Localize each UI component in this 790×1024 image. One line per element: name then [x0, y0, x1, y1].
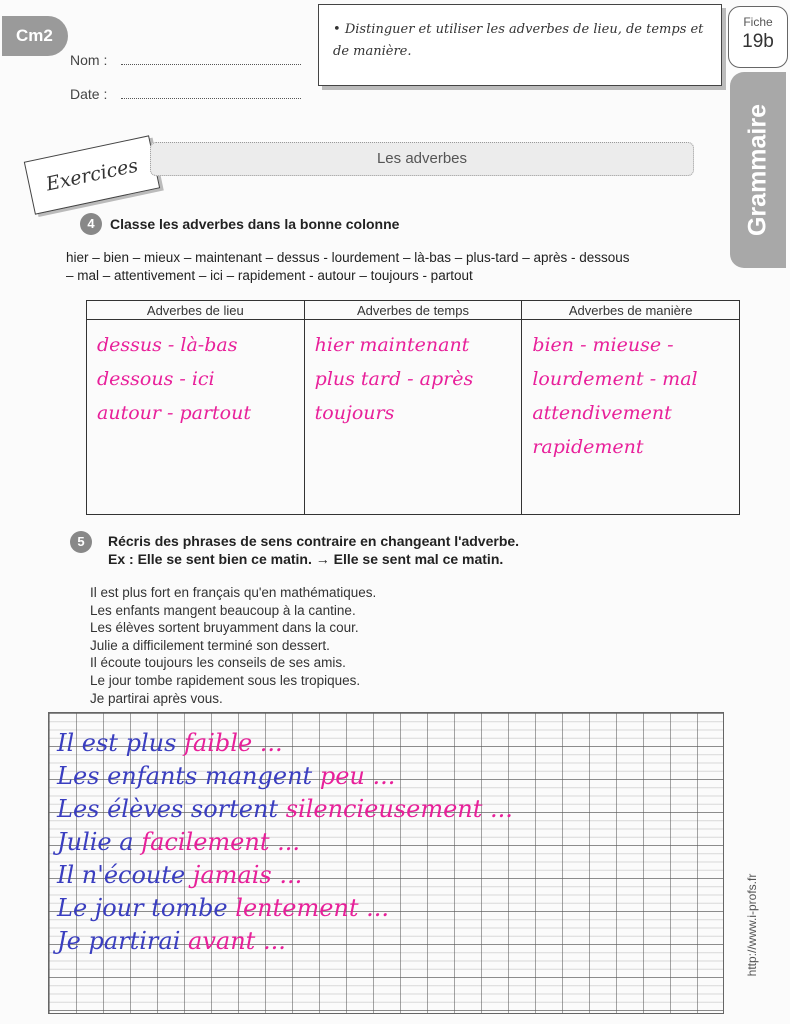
answers-lieu [87, 320, 304, 430]
sentence-list [90, 584, 376, 707]
answer-temps-2: plus tard - après [314, 368, 474, 390]
exercices-label: Exercices [44, 154, 140, 196]
sentence-3: Les élèves sortent bruyamment dans la cour. [90, 620, 359, 636]
date-label: Date : [70, 86, 108, 102]
date-field [70, 86, 301, 102]
date-line [121, 88, 301, 99]
nom-line [121, 54, 301, 65]
exercices-tag [24, 135, 160, 214]
adverb-table [86, 300, 740, 515]
objective-card [318, 4, 722, 86]
answer-line-7: Je partirai avant ... [57, 927, 286, 955]
column-maniere [522, 320, 740, 515]
answer-line-2: Les enfants mangent peu ... [57, 762, 396, 790]
exercise-5-instruction: Récris des phrases de sens contraire en changeant l'adverbe. [108, 533, 520, 549]
exercise-4-instruction: Classe les adverbes dans la bonne colonne [110, 216, 400, 232]
nom-label: Nom : [70, 52, 108, 68]
sentence-6: Le jour tombe rapidement sous les tropiques. [90, 672, 361, 688]
word-list-line-1: hier – bien – mieux – maintenant – dessus - lourdement – là-bas – plus-tard – après - dessous [66, 250, 630, 265]
subject-tab [730, 72, 786, 268]
column-header-maniere: Adverbes de manière [522, 301, 740, 320]
subject-label: Grammaire [743, 103, 772, 237]
sentence-7: Je partirai après vous. [90, 690, 223, 706]
sentence-5: Il écoute toujours les conseils de ses amis. [90, 655, 346, 671]
answer-line-3: Les élèves sortent silencieusement ... [57, 795, 513, 823]
answer-line-1: Il est plus faible ... [57, 729, 283, 757]
answer-maniere-3: attendivement [532, 402, 672, 424]
fiche-number: 19b [742, 31, 774, 52]
word-list-line-2: – mal – attentivement – ici – rapidement - autour – toujours - partout [66, 268, 473, 283]
answers-temps [305, 320, 522, 430]
sentence-2: Les enfants mangent beaucoup à la cantine. [90, 602, 356, 618]
website-text: http://www.i-profs.fr [745, 873, 759, 977]
exercise-5-number: 5 [70, 531, 92, 553]
word-list [66, 249, 736, 285]
seyes-writing-grid [48, 712, 724, 1014]
fiche-box [728, 6, 788, 68]
column-header-lieu: Adverbes de lieu [87, 301, 305, 320]
answer-lieu-3: autour - partout [97, 402, 251, 424]
exercise-4-number: 4 [80, 213, 102, 235]
level-badge: Cm2 [2, 16, 68, 56]
answer-line-5: Il n'écoute jamais ... [57, 861, 303, 889]
fiche-label: Fiche [743, 15, 773, 29]
answer-maniere-2: lourdement - mal [532, 368, 698, 390]
column-temps [304, 320, 522, 515]
sentence-1: Il est plus fort en français qu'en mathématiques. [90, 585, 377, 600]
sentence-4: Julie a difficilement terminé son dessert. [90, 637, 330, 653]
answer-lieu-1: dessus - là-bas [97, 334, 238, 356]
answer-temps-3: toujours [314, 402, 395, 424]
answer-line-4: Julie a facilement ... [57, 828, 300, 856]
nom-field [70, 52, 301, 68]
exercise-5-example: Ex : Elle se sent bien ce matin. → Elle se sent mal ce matin. [108, 551, 504, 567]
answer-lieu-2: dessous - ici [97, 368, 215, 390]
answers-maniere [522, 320, 739, 464]
answer-temps-1: hier maintenant [314, 334, 470, 356]
answer-maniere-4: rapidement [532, 436, 644, 458]
objective-text: • Distinguer et utiliser les adverbes de lieu, de temps et de manière. [333, 22, 704, 59]
column-lieu [87, 320, 305, 515]
column-header-temps: Adverbes de temps [304, 301, 522, 320]
answer-line-6: Le jour tombe lentement ... [57, 894, 390, 922]
lesson-title: Les adverbes [150, 142, 694, 176]
website-credit [742, 840, 762, 1010]
answer-maniere-1: bien - mieuse - [532, 334, 674, 356]
